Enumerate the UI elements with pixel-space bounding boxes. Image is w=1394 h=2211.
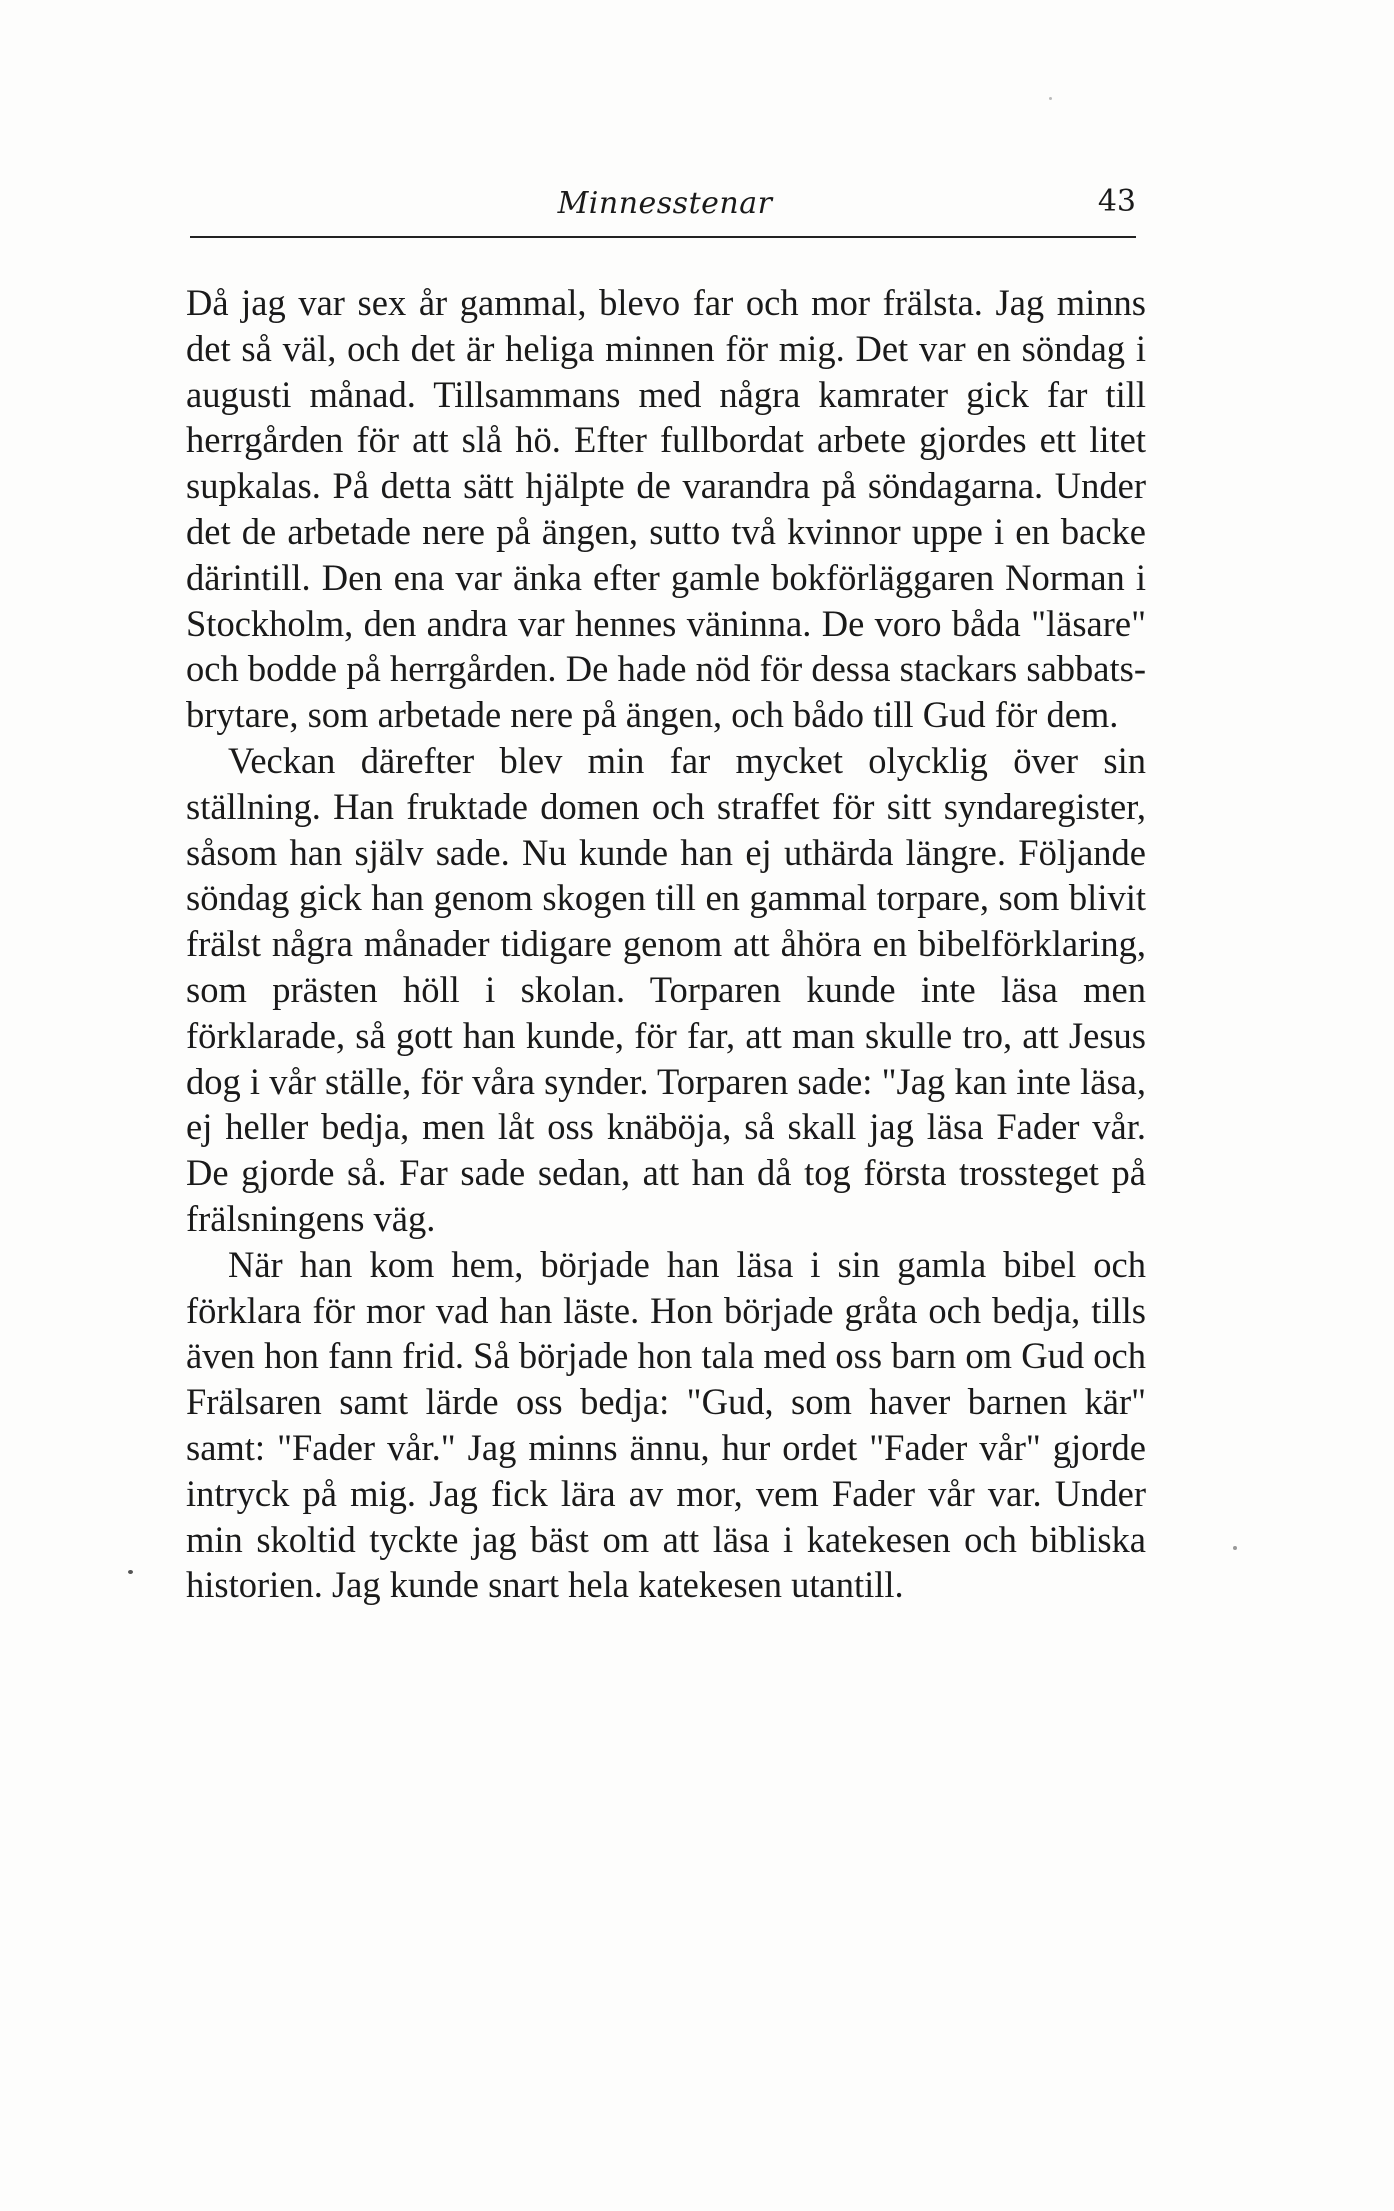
paragraph-2: Veckan därefter blev min far mycket olycklig över sin ställning. Han fruktade domen och straffet för sitt syndaregister, såsom han själv sade. Nu kunde han ej uthärda längre. Följande söndag gick han genom skogen till en gammal torpare, som blivit frälst några månader tidigare genom att åhöra en bibelförklaring, som prästen höll i skolan. Torparen kunde inte läsa men förklarade, så gott han kunde, för far, att man skulle tro, att Jesus dog i vår ställe, för våra synder. Torparen sade: "Jag kan inte läsa, ej heller bedja, men låt oss knäböja, så skall jag läsa Fader vår. De gjorde så. Far sade sedan, att han då tog första trossteget på frälsningens väg.: [186, 739, 1146, 1239]
scan-speck: [1233, 1546, 1237, 1550]
scan-speck: [1049, 97, 1052, 100]
header-rule: [190, 236, 1136, 238]
scan-speck: [128, 1570, 133, 1574]
body-text: [186, 280, 1146, 1608]
page-number: 43: [1097, 184, 1136, 219]
paragraph-3: När han kom hem, började han läsa i sin gamla bibel och förklara för mor vad han läste. Hon började gråta och bedja, tills även hon fann frid. Så började hon tala med oss barn om Gud och Frälsaren samt lärde oss bedja: "Gud, som haver barnen kär" samt: "Fader vår." Jag minns ännu, hur ordet "Fader vår" gjorde intryck på mig. Jag fick lära av mor, vem Fader vår var. Under min skoltid tyckte jag bäst om att läsa i katekesen och bibliska historien. Jag kunde snart hela katekesen utantill.: [186, 1243, 1146, 1606]
paragraph-1: Då jag var sex år gammal, blevo far och mor frälsta. Jag minns det så väl, och det är heliga minnen för mig. Det var en söndag i augusti månad. Tillsammans med några kamrater gick far till herrgården för att slå hö. Efter fullbordat arbete gjordes ett litet supkalas. På detta sätt hjälpte de varandra på söndagarna. Under det de arbetade nere på ängen, sutto två kvinnor uppe i en backe därintill. Den ena var änka efter gamle bokförläggaren Norman i Stockholm, den andra var hennes väninna. De voro båda "läsare" och bodde på herrgården. De hade nöd för dessa stackars sabbatsbrytare, som arbetade nere på ängen, och bådo till Gud för dem.: [186, 282, 1146, 736]
page-header: [190, 180, 1140, 230]
running-title: Minnesstenar: [557, 186, 773, 221]
